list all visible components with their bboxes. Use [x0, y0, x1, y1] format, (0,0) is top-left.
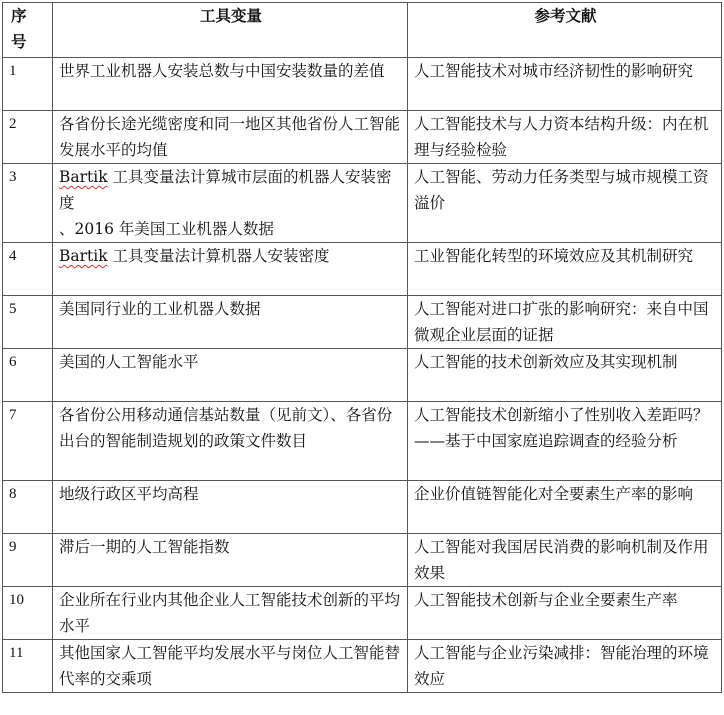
table-row [3, 243, 722, 296]
reference-cell: 工业智能化转型的环境效应及其机制研究 [408, 243, 722, 296]
table-row [3, 349, 722, 402]
row-number: 3 [3, 164, 53, 243]
instrument-variable-cell: 企业所在行业内其他企业人工智能技术创新的平均水平 [53, 587, 408, 640]
table-row [3, 534, 722, 587]
reference-cell: 人工智能技术创新缩小了性别收入差距吗？——基于中国家庭追踪调查的经验分析 [408, 402, 722, 481]
table-row [3, 296, 722, 349]
row-number: 6 [3, 349, 53, 402]
header-row [3, 3, 722, 58]
row-number: 11 [3, 640, 53, 693]
row-number: 8 [3, 481, 53, 534]
instrument-variable-cell [53, 243, 408, 296]
instrument-variable-text: 工具变量法计算城市层面的机器人安装密度 、2016 年美国工业机器人数据 [59, 168, 392, 238]
reference-cell: 人工智能技术创新与企业全要素生产率 [408, 587, 722, 640]
header-reference: 参考文献 [408, 3, 722, 58]
table-row [3, 111, 722, 164]
row-number: 7 [3, 402, 53, 481]
instrument-variable-cell: 各省份长途光缆密度和同一地区其他省份人工智能发展水平的均值 [53, 111, 408, 164]
instrument-variable-cell [53, 164, 408, 243]
reference-cell: 人工智能的技术创新效应及其实现机制 [408, 349, 722, 402]
reference-cell: 人工智能对进口扩张的影响研究：来自中国微观企业层面的证据 [408, 296, 722, 349]
spellcheck-marked-word: Bartik [59, 247, 108, 265]
spellcheck-marked-word: Bartik [59, 168, 108, 186]
reference-cell: 企业价值链智能化对全要素生产率的影响 [408, 481, 722, 534]
table-row [3, 640, 722, 693]
instrument-variable-cell: 各省份公用移动通信基站数量（见前文）、各省份出台的智能制造规划的政策文件数目 [53, 402, 408, 481]
reference-cell: 人工智能、劳动力任务类型与城市规模工资溢价 [408, 164, 722, 243]
reference-cell: 人工智能与企业污染减排：智能治理的环境效应 [408, 640, 722, 693]
reference-cell: 人工智能技术与人力资本结构升级：内在机理与经验检验 [408, 111, 722, 164]
row-number: 10 [3, 587, 53, 640]
table-row [3, 402, 722, 481]
table-row [3, 164, 722, 243]
header-instrument-variable: 工具变量 [53, 3, 408, 58]
reference-cell: 人工智能对我国居民消费的影响机制及作用效果 [408, 534, 722, 587]
row-number: 2 [3, 111, 53, 164]
instrument-variable-table [2, 2, 722, 693]
instrument-variable-cell: 世界工业机器人安装总数与中国安装数量的差值 [53, 58, 408, 111]
row-number: 9 [3, 534, 53, 587]
reference-cell: 人工智能技术对城市经济韧性的影响研究 [408, 58, 722, 111]
instrument-variable-text: 工具变量法计算机器人安装密度 [107, 247, 330, 265]
instrument-variable-cell: 滞后一期的人工智能指数 [53, 534, 408, 587]
header-serial-number: 序 号 [3, 3, 53, 58]
table-row [3, 58, 722, 111]
row-number: 5 [3, 296, 53, 349]
instrument-variable-cell: 其他国家人工智能平均发展水平与岗位人工智能替代率的交乘项 [53, 640, 408, 693]
instrument-variable-cell: 美国同行业的工业机器人数据 [53, 296, 408, 349]
instrument-variable-cell: 地级行政区平均高程 [53, 481, 408, 534]
table-row [3, 481, 722, 534]
row-number: 4 [3, 243, 53, 296]
table-row [3, 587, 722, 640]
row-number: 1 [3, 58, 53, 111]
instrument-variable-cell: 美国的人工智能水平 [53, 349, 408, 402]
